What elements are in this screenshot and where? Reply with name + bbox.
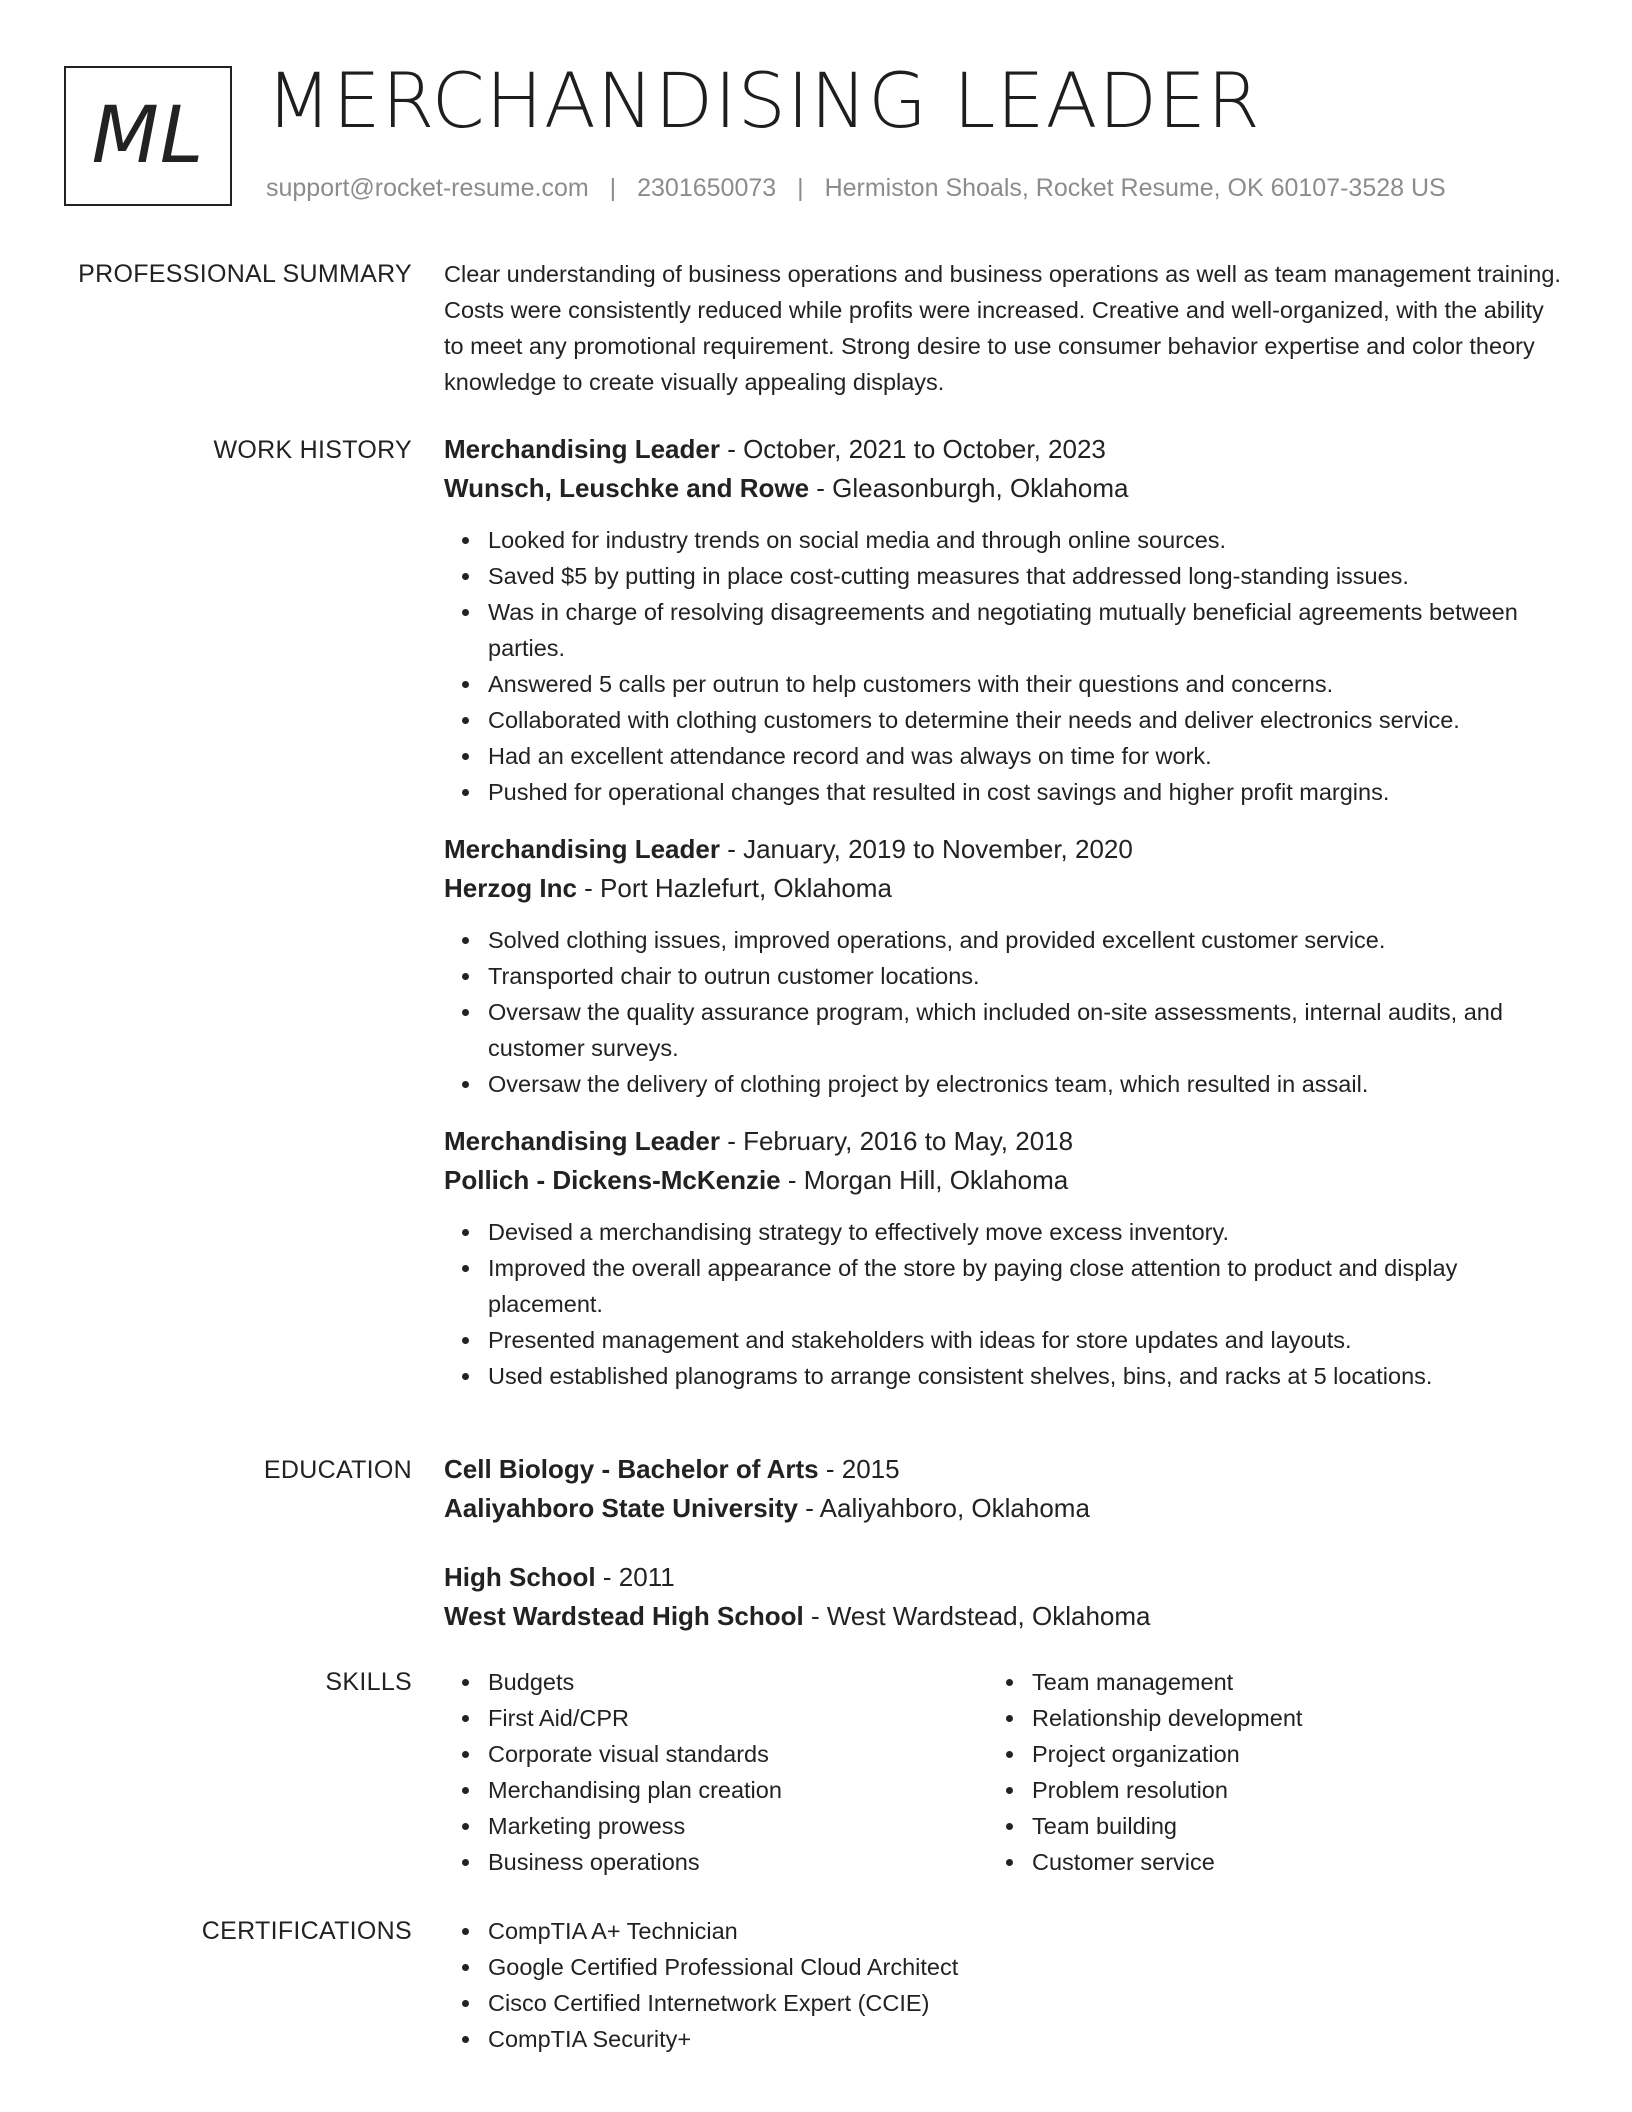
job-bullet: Improved the overall appearance of the store by paying close attention to product and display placement.: [488, 1250, 1564, 1322]
skill-item: Customer service: [1032, 1844, 1532, 1880]
job-title-line: [444, 830, 1564, 869]
job-bullet: Oversaw the delivery of clothing project by electronics team, which resulted in assail.: [488, 1066, 1564, 1102]
job-bullet: Pushed for operational changes that resulted in cost savings and higher profit margins.: [488, 774, 1564, 810]
job-company: Herzog Inc: [444, 873, 577, 903]
certification-item: CompTIA A+ Technician: [488, 1913, 1564, 1949]
job-dates: - January, 2019 to November, 2020: [719, 834, 1133, 864]
job-bullets: [444, 522, 1564, 810]
job-company: Pollich - Dickens-McKenzie: [444, 1165, 781, 1195]
job-dates: - February, 2016 to May, 2018: [719, 1126, 1074, 1156]
skill-item: Marketing prowess: [488, 1808, 988, 1844]
job-entry: [444, 1122, 1564, 1394]
job-bullet: Transported chair to outrun customer locations.: [488, 958, 1564, 994]
skill-item: Business operations: [488, 1844, 988, 1880]
job-title: Merchandising Leader: [444, 834, 720, 864]
summary-text: Clear understanding of business operations and business operations as well as team management training. Costs were consistently reduced while profits were increased. Creative and well-organized, with the ability to meet any promotional requirement. Strong desire to use consumer behavior expertise and color theory knowledge to create visually appealing displays.: [444, 261, 1561, 395]
job-bullet: Presented management and stakeholders with ideas for store updates and layouts.: [488, 1322, 1564, 1358]
education-degree: Cell Biology - Bachelor of Arts: [444, 1454, 819, 1484]
skills-body: [444, 1664, 1564, 1880]
certification-item: CompTIA Security+: [488, 2021, 1564, 2057]
job-bullet: Collaborated with clothing customers to determine their needs and deliver electronics service.: [488, 702, 1564, 738]
skill-item: Merchandising plan creation: [488, 1772, 988, 1808]
job-bullet: Was in charge of resolving disagreements and negotiating mutually beneficial agreements between parties.: [488, 594, 1564, 666]
job-bullet: Used established planograms to arrange consistent shelves, bins, and racks at 5 locations.: [488, 1358, 1564, 1394]
job-bullet: Oversaw the quality assurance program, which included on-site assessments, internal audits, and customer surveys.: [488, 994, 1564, 1066]
education-school-line: [444, 1489, 1564, 1528]
contact-line: [266, 174, 1446, 203]
job-title-line: [444, 1122, 1564, 1161]
job-bullet: Solved clothing issues, improved operations, and provided excellent customer service.: [488, 922, 1564, 958]
skill-item: Project organization: [1032, 1736, 1532, 1772]
job-title-line: [444, 430, 1564, 469]
work-history-body: [444, 430, 1564, 1414]
skill-item: Problem resolution: [1032, 1772, 1532, 1808]
contact-address: Hermiston Shoals, Rocket Resume, OK 60107-3528 US: [824, 174, 1446, 202]
summary-body: [444, 256, 1564, 400]
job-location: - Morgan Hill, Oklahoma: [780, 1165, 1069, 1195]
job-title: Merchandising Leader: [444, 1126, 720, 1156]
job-title: Merchandising Leader: [444, 434, 720, 464]
job-bullets: [444, 1214, 1564, 1394]
job-bullet: Had an excellent attendance record and was always on time for work.: [488, 738, 1564, 774]
contact-phone[interactable]: 2301650073: [637, 174, 777, 202]
job-bullet: Devised a merchandising strategy to effectively move excess inventory.: [488, 1214, 1564, 1250]
skills-list-left: [444, 1664, 988, 1880]
section-label-skills: SKILLS: [325, 1668, 412, 1696]
education-school: West Wardstead High School: [444, 1601, 804, 1631]
education-degree-line: [444, 1450, 1564, 1489]
section-label-education: EDUCATION: [263, 1456, 412, 1484]
skill-item: Relationship development: [1032, 1700, 1532, 1736]
education-entry: [444, 1450, 1564, 1528]
job-entry: [444, 430, 1564, 810]
contact-separator: |: [797, 174, 804, 202]
certifications-body: [444, 1913, 1564, 2057]
job-location: - Port Hazlefurt, Oklahoma: [576, 873, 892, 903]
certification-item: Google Certified Professional Cloud Architect: [488, 1949, 1564, 1985]
contact-separator: |: [609, 174, 617, 202]
skill-item: Team management: [1032, 1664, 1532, 1700]
education-year: - 2011: [595, 1562, 675, 1592]
job-bullets: [444, 922, 1564, 1102]
education-location: - Aaliyahboro, Oklahoma: [798, 1493, 1090, 1523]
job-company-line: [444, 469, 1564, 508]
job-company: Wunsch, Leuschke and Rowe: [444, 473, 810, 503]
monogram-logo: [64, 66, 232, 206]
section-label-work-history: WORK HISTORY: [213, 436, 412, 464]
education-entry: [444, 1558, 1564, 1636]
resume-title: MERCHANDISING LEADER: [266, 56, 1261, 145]
job-bullet: Looked for industry trends on social media and through online sources.: [488, 522, 1564, 558]
contact-email[interactable]: support@rocket-resume.com: [266, 174, 589, 202]
skills-columns: [444, 1664, 1564, 1880]
education-school: Aaliyahboro State University: [444, 1493, 798, 1523]
skill-item: Team building: [1032, 1808, 1532, 1844]
section-label-certifications: CERTIFICATIONS: [201, 1917, 412, 1945]
monogram-text: ML: [91, 91, 205, 181]
job-entry: [444, 830, 1564, 1102]
job-dates: - October, 2021 to October, 2023: [719, 434, 1106, 464]
education-degree-line: [444, 1558, 1564, 1597]
job-bullet: Answered 5 calls per outrun to help customers with their questions and concerns.: [488, 666, 1564, 702]
skill-item: Corporate visual standards: [488, 1736, 988, 1772]
certifications-list: [444, 1913, 1564, 2057]
skill-item: First Aid/CPR: [488, 1700, 988, 1736]
section-label-summary: PROFESSIONAL SUMMARY: [78, 260, 412, 288]
education-year: - 2015: [818, 1454, 900, 1484]
job-company-line: [444, 869, 1564, 908]
education-body: [444, 1450, 1564, 1666]
skills-list-right: [988, 1664, 1532, 1880]
skill-item: Budgets: [488, 1664, 988, 1700]
job-location: - Gleasonburgh, Oklahoma: [809, 473, 1129, 503]
education-location: - West Wardstead, Oklahoma: [803, 1601, 1151, 1631]
certification-item: Cisco Certified Internetwork Expert (CCIE): [488, 1985, 1564, 2021]
education-degree: High School: [444, 1562, 596, 1592]
job-bullet: Saved $5 by putting in place cost-cutting measures that addressed long-standing issues.: [488, 558, 1564, 594]
job-company-line: [444, 1161, 1564, 1200]
education-school-line: [444, 1597, 1564, 1636]
